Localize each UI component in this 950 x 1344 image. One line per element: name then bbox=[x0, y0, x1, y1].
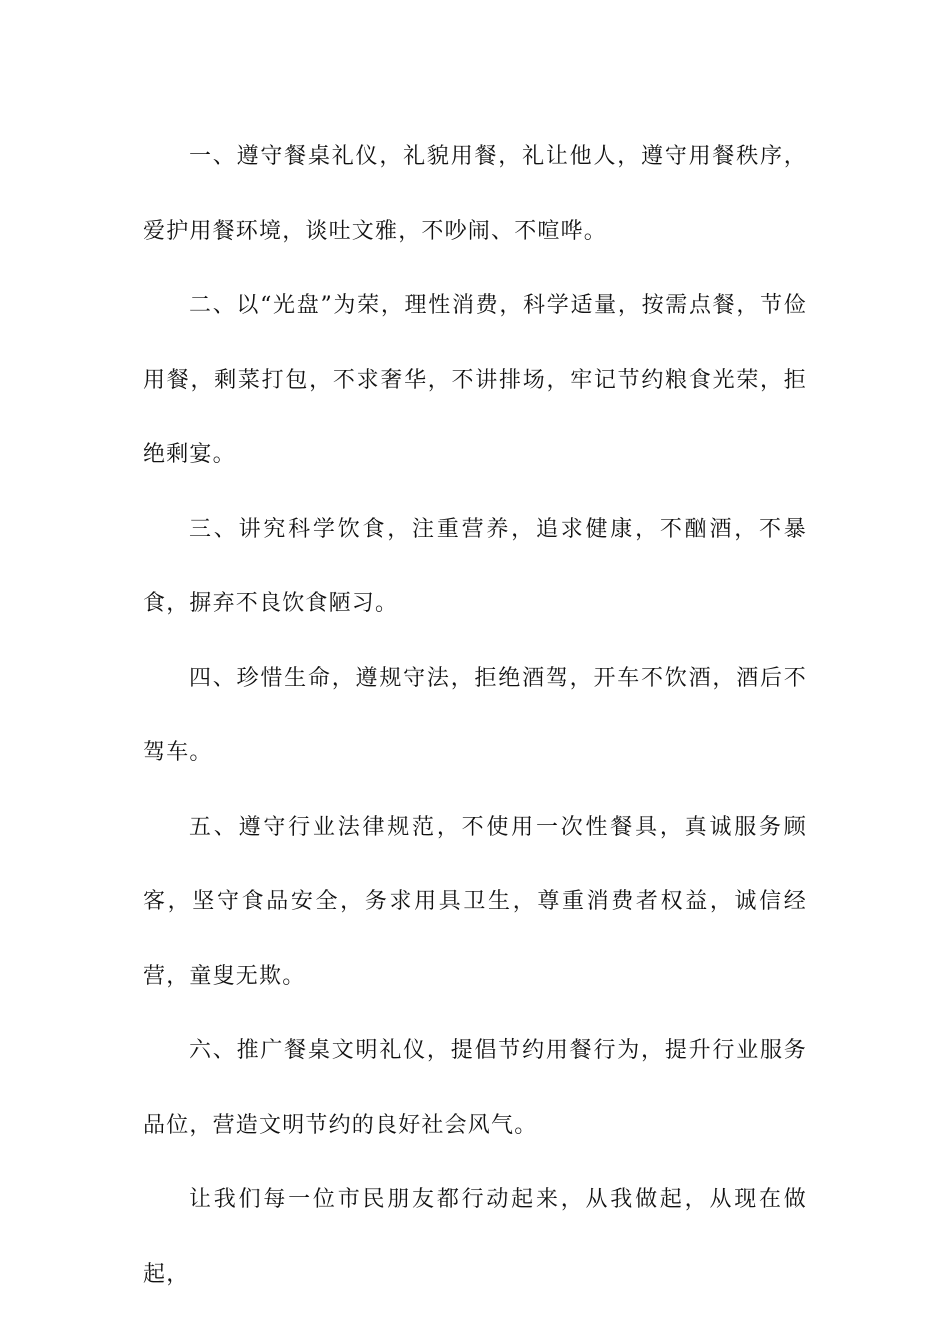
paragraph-3: 三、讲究科学饮食，注重营养，追求健康，不酗酒，不暴食，摒弃不良饮食陋习。 bbox=[143, 516, 807, 616]
paragraph-1: 一、遵守餐桌礼仪，礼貌用餐，礼让他人，遵守用餐秩序，爱护用餐环境，谈吐文雅，不吵闹、不喧哗。 bbox=[143, 144, 807, 244]
document-page bbox=[143, 120, 807, 1312]
paragraph-6: 六、推广餐桌文明礼仪，提倡节约用餐行为，提升行业服务品位，营造文明节约的良好社会风气。 bbox=[143, 1038, 807, 1138]
paragraph-2: 二、以“光盘”为荣，理性消费，科学适量，按需点餐，节俭用餐，剩菜打包，不求奢华，不讲排场，牢记节约粮食光荣，拒绝剩宴。 bbox=[143, 293, 807, 467]
paragraph-5: 五、遵守行业法律规范，不使用一次性餐具，真诚服务顾客，坚守食品安全，务求用具卫生，尊重消费者权益，诚信经营，童叟无欺。 bbox=[143, 814, 807, 989]
paragraph-7: 让我们每一位市民朋友都行动起来，从我做起，从现在做起， bbox=[143, 1187, 807, 1287]
paragraph-4: 四、珍惜生命，遵规守法，拒绝酒驾，开车不饮酒，酒后不驾车。 bbox=[143, 665, 807, 765]
